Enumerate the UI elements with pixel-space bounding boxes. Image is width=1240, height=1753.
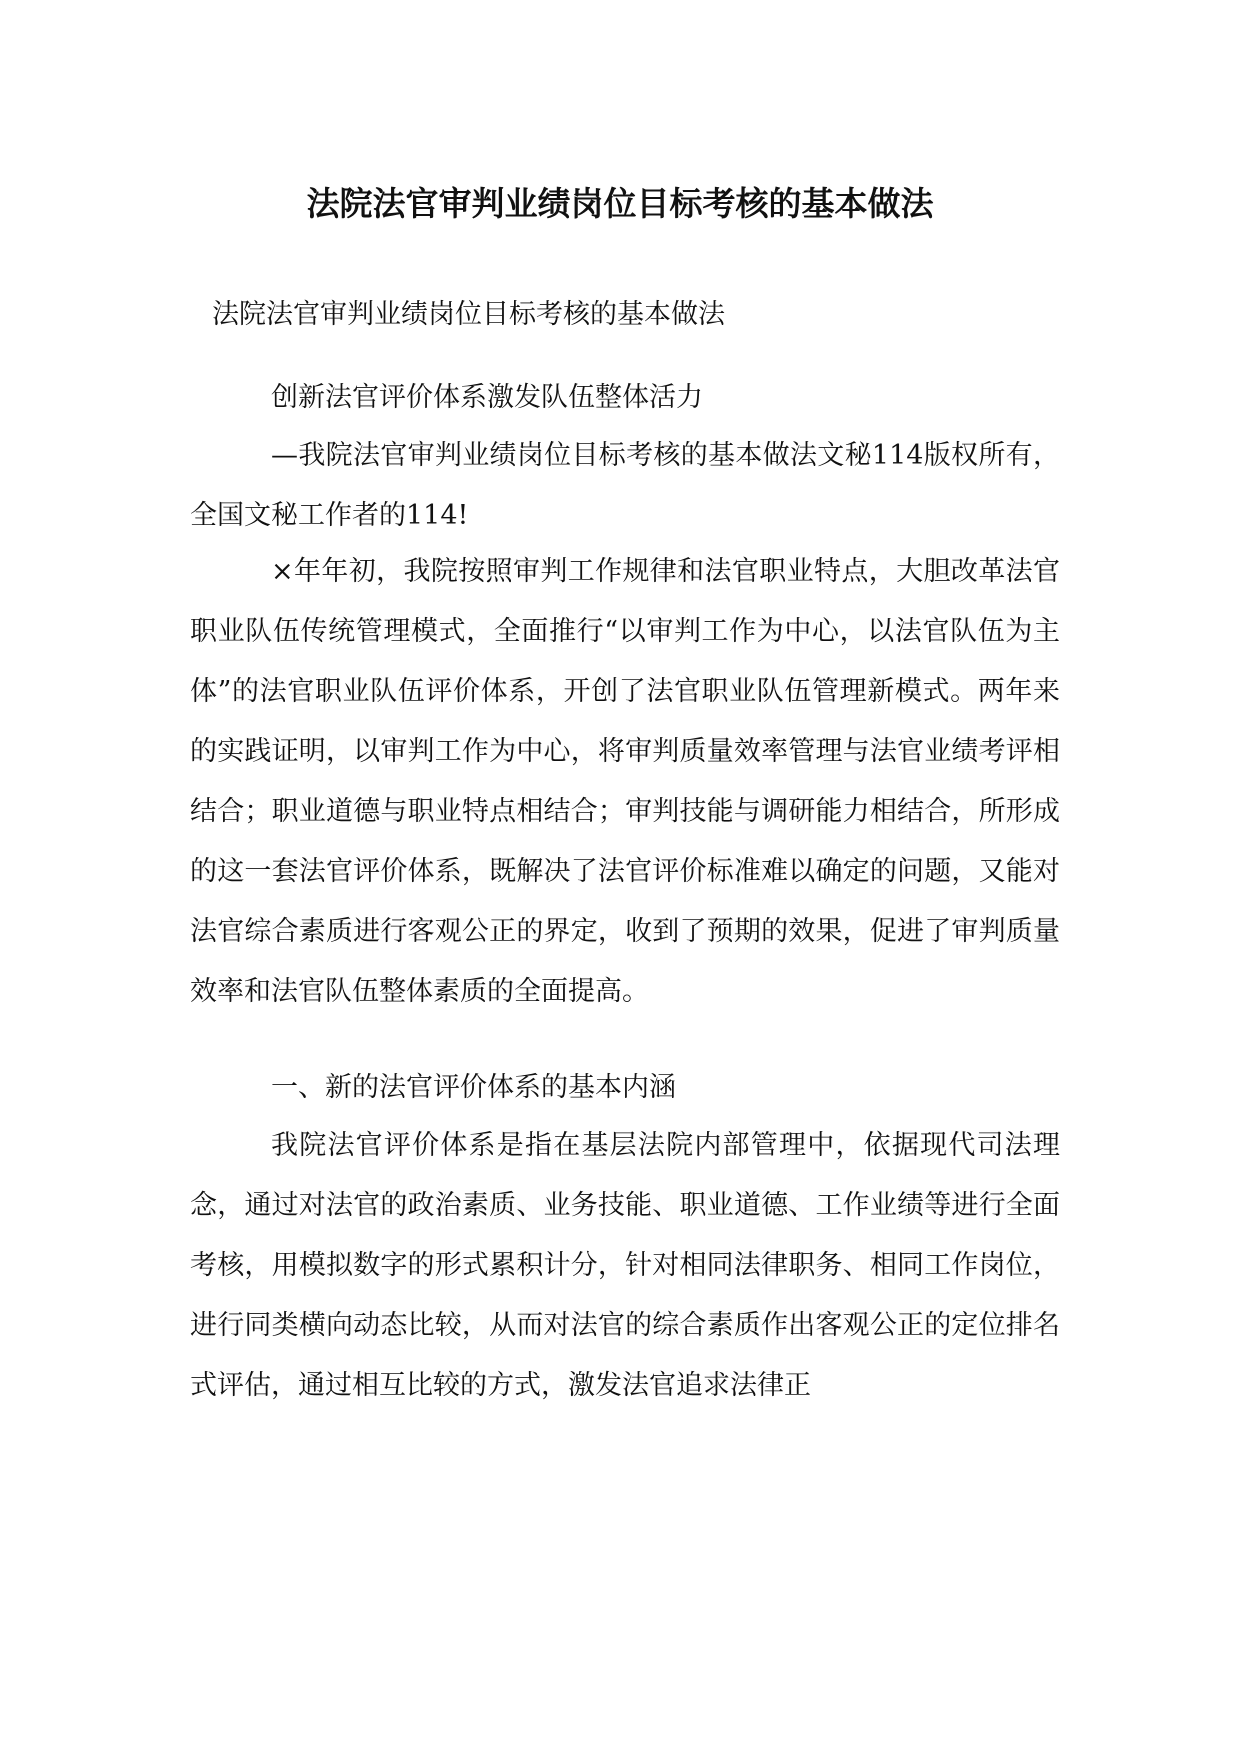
paragraph-intro: ×年年初，我院按照审判工作规律和法官职业特点，大胆改革法官职业队伍传统管理模式，全面推行“以审判工作为中心，以法官队伍为主体”的法官职业队伍评价体系，开创了法官职业队伍管理新模式。两年来的实践证明，以审判工作为中心，将审判质量效率管理与法官业绩考评相结合；职业道德与职业特点相结合；审判技能与调研能力相结合，所形成的这一套法官评价体系，既解决了法官评价标准难以确定的问题，又能对法官综合素质进行客观公正的界定，收到了预期的效果，促进了审判质量效率和法官队伍整体素质的全面提高。 bbox=[190, 556, 1060, 1007]
section-heading-one: 一、新的法官评价体系的基本内涵 bbox=[271, 1072, 676, 1103]
paragraph-section-one: 我院法官评价体系是指在基层法院内部管理中，依据现代司法理念，通过对法官的政治素质、业务技能、职业道德、工作业绩等进行全面考核，用模拟数字的形式累积计分，针对相同法律职务、相同工作岗位，进行同类横向动态比较，从而对法官的综合素质作出客观公正的定位排名式评估，通过相互比较的方式，激发法官追求法律正 bbox=[190, 1130, 1060, 1401]
paragraph-heading: 创新法官评价体系激发队伍整体活力 bbox=[271, 382, 703, 413]
document-title: 法院法官审判业绩岗位目标考核的基本做法 bbox=[306, 184, 934, 224]
document-subtitle: 法院法官审判业绩岗位目标考核的基本做法 bbox=[212, 299, 725, 330]
paragraph-copyright: —我院法官审判业绩岗位目标考核的基本做法文秘114版权所有，全国文秘工作者的114! bbox=[190, 440, 1060, 531]
